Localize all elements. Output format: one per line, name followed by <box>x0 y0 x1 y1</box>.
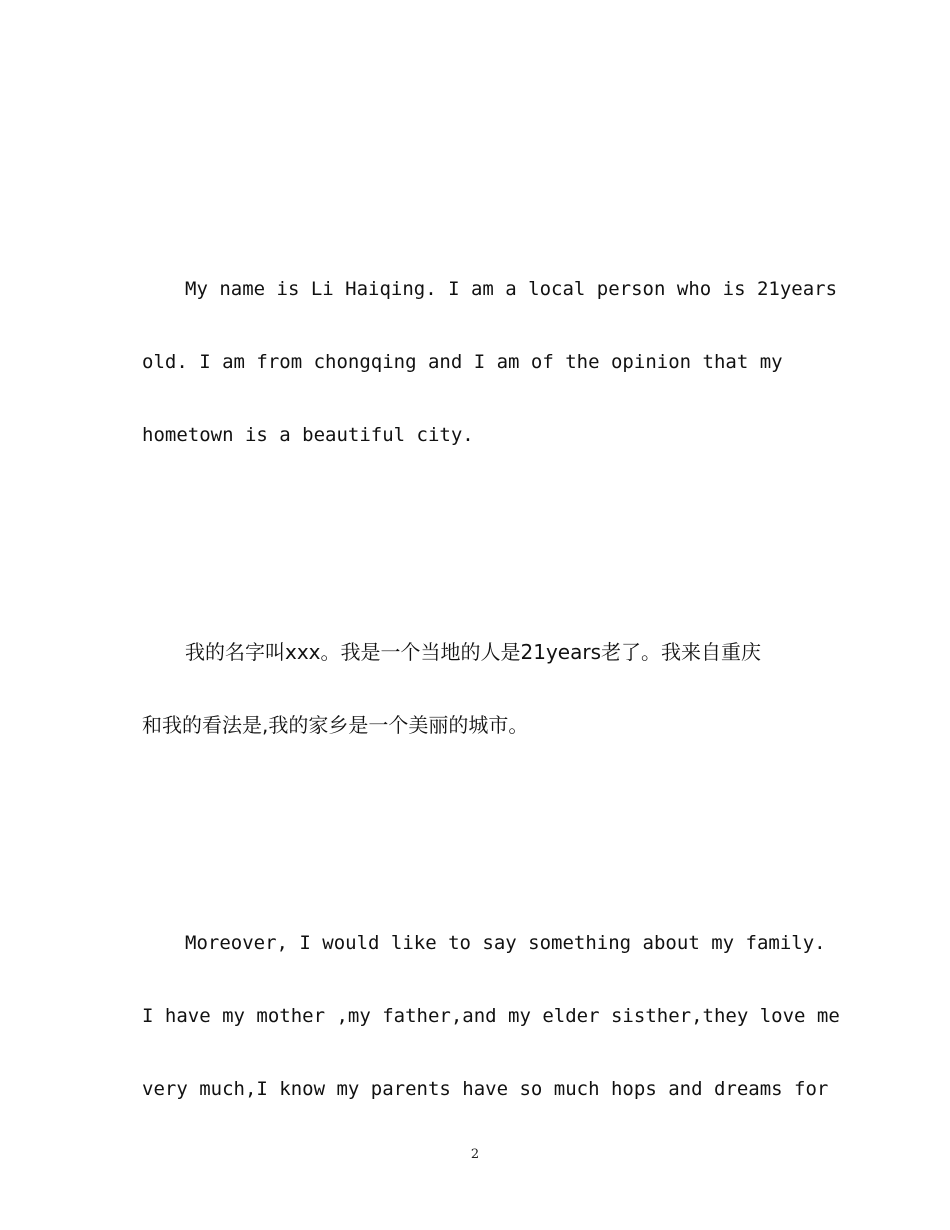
paragraph-intro-english <box>142 253 838 472</box>
paragraph-line: 和我的看法是,我的家乡是一个美丽的城市。 <box>142 713 529 737</box>
paragraph-family-english <box>142 907 840 1126</box>
paragraph-intro-chinese <box>142 616 810 762</box>
paragraph-line: old. I am from chongqing and I am of the opinion that my <box>142 351 783 373</box>
paragraph-line: Moreover, I would like to say something about my family. <box>185 932 826 954</box>
paragraph-line: very much,I know my parents have so much hops and dreams for <box>142 1078 829 1100</box>
paragraph-line: 我的名字叫xxx。我是一个当地的人是21years老了。我来自重庆 <box>185 640 761 664</box>
page-number: 2 <box>470 1147 480 1162</box>
paragraph-line: hometown is a beautiful city. <box>142 424 474 446</box>
paragraph-line: I have my mother ,my father,and my elder sisther,they love me <box>142 1005 840 1027</box>
paragraph-line: My name is Li Haiqing. I am a local person who is 21years <box>185 278 838 300</box>
